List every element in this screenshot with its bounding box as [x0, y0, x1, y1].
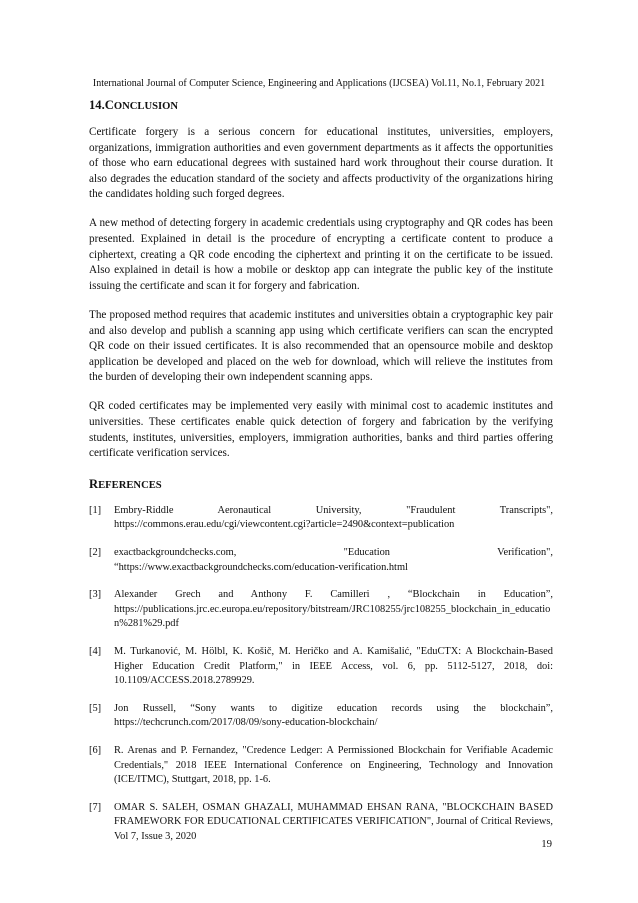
conclusion-paragraph: A new method of detecting forgery in academic credentials using cryptography and QR codes has been presented. Explained in detail is the procedure of encrypting a certificate content to produce a ciphertext, creating a QR code encoding the ciphertext and printing it on the certificate to be issued. Also explained in detail is how a mobile or desktop app can integrate the public key of the institute issuing the certificate and scan it for forgery and fabrication. [89, 217, 553, 292]
page-number: 19 [541, 838, 552, 850]
section-number: 14. [89, 98, 105, 112]
reference-line: exactbackgroundchecks.com, "Education Verification", [114, 546, 553, 558]
reference-text: R. Arenas and P. Fernandez, "Credence Ledger: A Permissioned Blockchain for Verifiable Academic Credentials," 2018 IEEE International Conference on Engineering, Technology and Innovation (ICE/ITMC), Stuttgart, 2018, pp. 1-6. [114, 744, 553, 786]
heading-rest: EFERENCES [98, 479, 162, 491]
reference-number: [6] [89, 744, 102, 756]
reference-number: [1] [89, 504, 102, 516]
reference-line: Alexander Grech and Anthony F. Camilleri , “Blockchain in Education”, [114, 589, 553, 601]
reference-number: [2] [89, 546, 102, 558]
reference-link[interactable]: https://publications.jrc.ec.europa.eu/repository/bitstream/JRC108255/jrc108255_blockchain_in_education%281%29.pdf [114, 603, 551, 630]
reference-link[interactable]: https://techcrunch.com/2017/08/09/sony-education-blockchain/ [114, 717, 378, 729]
reference-item [89, 546, 553, 575]
heading-initial: R [89, 476, 99, 491]
conclusion-body [89, 125, 553, 462]
reference-text [114, 546, 553, 575]
reference-number: [4] [89, 645, 102, 657]
reference-item [89, 588, 553, 632]
running-header: International Journal of Computer Science, Engineering and Applications (IJCSEA) Vol.11, No.1, February 2021 [92, 78, 546, 89]
conclusion-paragraph: QR coded certificates may be implemented very easily with minimal cost to academic institutes and universities. These certificates enable quick detection of forgery and fabrication by the verifying students, institutes, universities, employers, immigration authorities, banks and third parties offering certificate verification services. [89, 400, 553, 460]
reference-line: Jon Russell, “Sony wants to digitize education records using the blockchain”, [114, 702, 553, 714]
reference-link[interactable]: https://commons.erau.edu/cgi/viewcontent.cgi?article=2490&context=publication [114, 519, 455, 531]
reference-link[interactable]: “https://www.exactbackgroundchecks.com/education-verification.html [114, 561, 408, 573]
reference-text [114, 588, 553, 632]
conclusion-heading [89, 97, 553, 115]
reference-line: Embry-Riddle Aeronautical University, "Fraudulent Transcripts", [114, 504, 553, 516]
references-heading [89, 476, 553, 494]
reference-number: [7] [89, 801, 102, 813]
references-list [89, 504, 553, 845]
reference-item [89, 744, 553, 788]
reference-text: M. Turkanović, M. Hölbl, K. Košič, M. Heričko and A. Kamišalić, "EduCTX: A Blockchain-Based Higher Education Credit Platform," in IEEE Access, vol. 6, pp. 5112-5127, 2018, doi: 10.1109/ACCESS.2018.2789929. [114, 645, 553, 687]
reference-number: [3] [89, 589, 102, 601]
heading-initial: C [104, 98, 114, 112]
page-content [89, 97, 553, 857]
reference-text [114, 504, 553, 533]
conclusion-paragraph: Certificate forgery is a serious concern for educational institutes, universities, employers, organizations, immigration authorities and even government departments as it affects the opportunities of those who earn educational degrees with sustained hard work throughout their course duration. It also degrades the education standard of the society and affects productivity of the organizations hiring the candidates holding such forged degrees. [89, 126, 553, 201]
reference-item [89, 702, 553, 731]
reference-text [114, 702, 553, 731]
reference-text: OMAR S. SALEH, OSMAN GHAZALI, MUHAMMAD EHSAN RANA, "BLOCKCHAIN BASED FRAMEWORK FOR EDUCATIONAL CERTIFICATES VERIFICATION", Journal of Critical Reviews, Vol 7, Issue 3, 2020 [114, 801, 553, 842]
heading-rest: ONCLUSION [113, 101, 179, 112]
reference-item [89, 504, 553, 533]
reference-item [89, 801, 553, 845]
reference-number: [5] [89, 702, 102, 714]
reference-item [89, 645, 553, 689]
conclusion-paragraph: The proposed method requires that academic institutes and universities obtain a cryptographic key pair and also develop and publish a scanning app using which certificate verifiers can scan the encrypted QR code on their issued certificates. It is also recommended that an opensource mobile and desktop application be developed and placed on the web for download, which will relieve the institutes from the burden of developing their own independent scanning apps. [89, 308, 553, 384]
